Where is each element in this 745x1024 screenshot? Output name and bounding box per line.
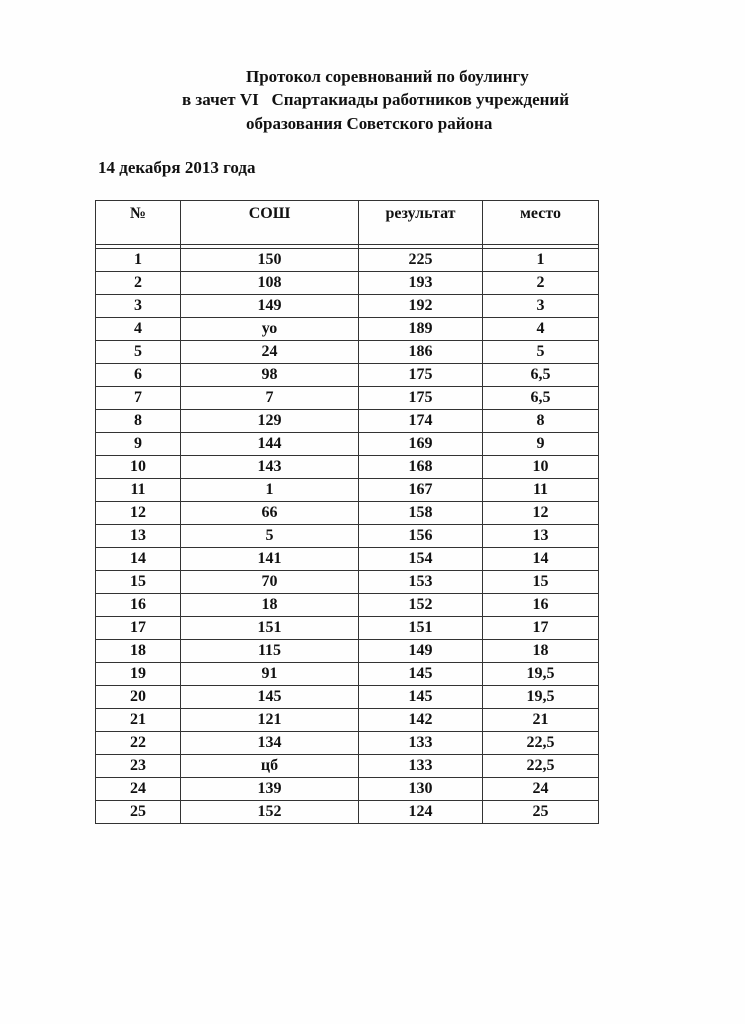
cell-result: 192 [359,295,483,318]
table-row [96,502,599,525]
cell-result: 142 [359,709,483,732]
cell-number: 9 [96,433,181,456]
cell-result: 186 [359,341,483,364]
cell-place: 22,5 [483,755,599,778]
cell-result: 145 [359,663,483,686]
cell-school: 145 [181,686,359,709]
cell-school: уо [181,318,359,341]
cell-place: 6,5 [483,387,599,410]
cell-place: 8 [483,410,599,433]
table-row [96,709,599,732]
cell-number: 18 [96,640,181,663]
cell-number: 5 [96,341,181,364]
cell-result: 174 [359,410,483,433]
table-row [96,571,599,594]
cell-school: 115 [181,640,359,663]
column-header-result: результат [359,201,483,245]
cell-number: 21 [96,709,181,732]
cell-place: 25 [483,801,599,824]
table-row [96,778,599,801]
cell-number: 23 [96,755,181,778]
cell-place: 10 [483,456,599,479]
cell-number: 3 [96,295,181,318]
cell-school: 143 [181,456,359,479]
cell-place: 3 [483,295,599,318]
cell-school: 108 [181,272,359,295]
cell-school: 91 [181,663,359,686]
cell-result: 193 [359,272,483,295]
cell-place: 24 [483,778,599,801]
cell-number: 12 [96,502,181,525]
cell-school: 66 [181,502,359,525]
table-row [96,456,599,479]
title-line-2: в зачет VI Спартакиады работников учреждений [182,90,569,109]
cell-school: 121 [181,709,359,732]
table-row [96,364,599,387]
results-table [95,200,599,824]
cell-school: 149 [181,295,359,318]
title-line-3: образования Советского района [246,114,493,133]
title-line-1: Протокол соревнований по боулингу [246,67,529,86]
table-row [96,249,599,272]
cell-number: 7 [96,387,181,410]
cell-place: 22,5 [483,732,599,755]
table-row [96,387,599,410]
cell-number: 11 [96,479,181,502]
cell-place: 15 [483,571,599,594]
cell-school: 5 [181,525,359,548]
cell-number: 6 [96,364,181,387]
table-row [96,640,599,663]
cell-place: 2 [483,272,599,295]
table-row [96,272,599,295]
cell-school: 24 [181,341,359,364]
cell-place: 18 [483,640,599,663]
table-row [96,686,599,709]
table-row [96,594,599,617]
cell-result: 189 [359,318,483,341]
cell-place: 4 [483,318,599,341]
table-row [96,295,599,318]
cell-school: 151 [181,617,359,640]
cell-number: 25 [96,801,181,824]
cell-number: 24 [96,778,181,801]
cell-school: 139 [181,778,359,801]
cell-school: 144 [181,433,359,456]
table-row [96,525,599,548]
table-row [96,663,599,686]
table-row [96,732,599,755]
cell-result: 133 [359,755,483,778]
cell-result: 151 [359,617,483,640]
cell-result: 175 [359,364,483,387]
cell-place: 14 [483,548,599,571]
protocol-date: 14 декабря 2013 года [98,158,256,177]
cell-school: 7 [181,387,359,410]
cell-place: 11 [483,479,599,502]
cell-school: 1 [181,479,359,502]
cell-number: 8 [96,410,181,433]
cell-school: 152 [181,801,359,824]
cell-place: 1 [483,249,599,272]
cell-school: 98 [181,364,359,387]
cell-number: 14 [96,548,181,571]
table-row [96,433,599,456]
cell-number: 10 [96,456,181,479]
cell-school: 18 [181,594,359,617]
cell-result: 149 [359,640,483,663]
cell-result: 154 [359,548,483,571]
cell-place: 13 [483,525,599,548]
cell-school: 70 [181,571,359,594]
cell-result: 168 [359,456,483,479]
cell-result: 130 [359,778,483,801]
table-row [96,318,599,341]
cell-place: 21 [483,709,599,732]
results-body [96,245,599,824]
cell-school: 134 [181,732,359,755]
cell-number: 20 [96,686,181,709]
column-header-number: № [96,201,181,245]
cell-school: 141 [181,548,359,571]
cell-result: 167 [359,479,483,502]
cell-place: 6,5 [483,364,599,387]
table-header-row [96,201,599,245]
cell-school: 129 [181,410,359,433]
cell-result: 145 [359,686,483,709]
cell-result: 169 [359,433,483,456]
cell-place: 9 [483,433,599,456]
cell-place: 19,5 [483,663,599,686]
table-row [96,479,599,502]
table-row [96,548,599,571]
table-row [96,755,599,778]
cell-place: 17 [483,617,599,640]
table-row [96,617,599,640]
cell-school: 150 [181,249,359,272]
table-row [96,341,599,364]
cell-result: 156 [359,525,483,548]
cell-number: 1 [96,249,181,272]
cell-place: 16 [483,594,599,617]
column-header-school: СОШ [181,201,359,245]
cell-school: цб [181,755,359,778]
cell-number: 16 [96,594,181,617]
cell-number: 15 [96,571,181,594]
cell-number: 17 [96,617,181,640]
cell-number: 2 [96,272,181,295]
table-row [96,801,599,824]
cell-result: 158 [359,502,483,525]
cell-result: 225 [359,249,483,272]
cell-place: 19,5 [483,686,599,709]
column-header-place: место [483,201,599,245]
cell-place: 12 [483,502,599,525]
cell-number: 22 [96,732,181,755]
cell-number: 19 [96,663,181,686]
cell-number: 13 [96,525,181,548]
cell-result: 153 [359,571,483,594]
cell-result: 152 [359,594,483,617]
cell-place: 5 [483,341,599,364]
cell-result: 175 [359,387,483,410]
cell-result: 124 [359,801,483,824]
table-row [96,410,599,433]
cell-result: 133 [359,732,483,755]
cell-number: 4 [96,318,181,341]
